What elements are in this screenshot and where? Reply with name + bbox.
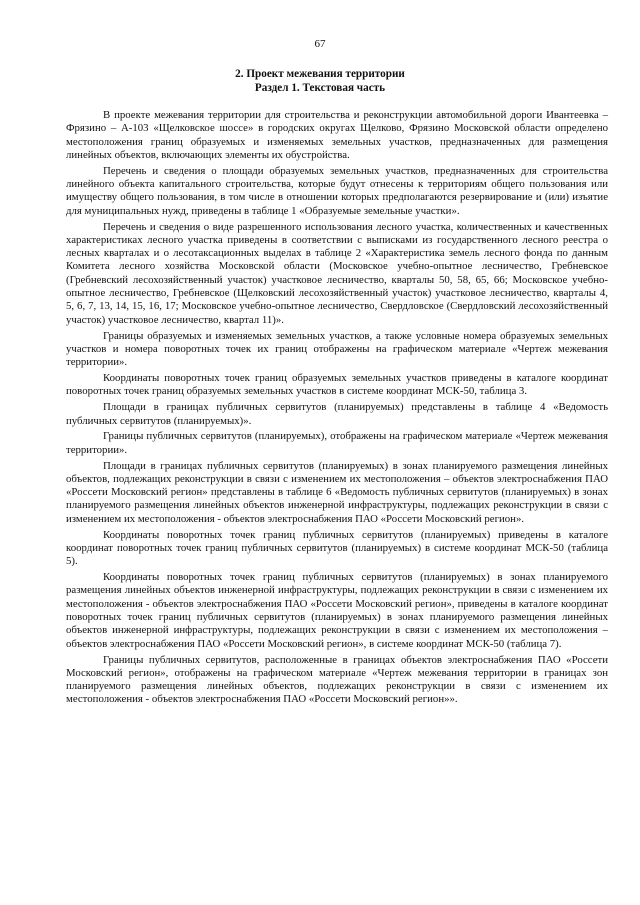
- section-title: [0, 67, 640, 95]
- paragraph-7: Границы публичных сервитутов (планируемых), отображены на графическом материале «Чертеж межевания территории».: [66, 430, 608, 456]
- paragraph-5: Координаты поворотных точек границ образуемых земельных участков приведены в каталоге координат поворотных точек границ образуемых земельных участков в системе координат МСК-50, таблица 3.: [66, 372, 608, 398]
- paragraph-2: Перечень и сведения о площади образуемых земельных участков, предназначенных для строительства линейного объекта капитального строительства, которые будут отнесены к территориям общего пользования или имуществу общего пользования, в том числе в отношении которых предполагаются резервирование и (или) изъятие для муниципальных нужд, приведены в таблице 1 «Образуемые земельные участки».: [66, 164, 608, 217]
- paragraph-6: Площади в границах публичных сервитутов (планируемых) представлены в таблице 4 «Ведомость публичных сервитутов (планируемых)».: [66, 401, 608, 427]
- paragraph-9: Координаты поворотных точек границ публичных сервитутов (планируемых) приведены в каталоге координат поворотных точек границ публичных сервитутов (планируемых) в системе координат МСК-50 (таблица 5).: [66, 528, 608, 568]
- paragraph-4: Границы образуемых и изменяемых земельных участков, а также условные номера образуемых земельных участков и номера поворотных точек их границ отображены на графическом материале «Чертеж межевания территории».: [66, 329, 608, 369]
- section-title-line-2: Раздел 1. Текстовая часть: [254, 82, 386, 94]
- page-number: 67: [314, 38, 326, 50]
- paragraph-10: Координаты поворотных точек границ публичных сервитутов (планируемых) в зонах планируемого размещения линейных объектов инженерной инфраструктуры, подлежащих реконструкции в связи с изменением их местоположения - объектов электроснабжения ПАО «Россети Московский регион», приведены в каталоге координат поворотных точек границ публичных сервитутов (планируемых) в зонах планируемого размещения линейных объектов инженерной инфраструктуры, подлежащих реконструкции в связи с изменением их местоположения – объектов электроснабжения ПАО «Россети Московский регион», в системе координат МСК-50 (таблица 7).: [66, 571, 608, 650]
- section-title-line-1: 2. Проект межевания территории: [235, 68, 405, 80]
- paragraph-1: В проекте межевания территории для строительства и реконструкции автомобильной дороги Ивантеевка – Фрязино – А-103 «Щелковское шоссе» в городских округах Щелково, Фрязино Московской области определено местоположения границ образуемых и изменяемых земельных участков, предназначенных для размещения линейных объектов, включающих элементы их обустройства.: [66, 109, 608, 161]
- body-text: [66, 109, 608, 709]
- paragraph-11: Границы публичных сервитутов, расположенные в границах объектов электроснабжения ПАО «Россети Московский регион», отображены на графическом материале «Чертеж межевания территории в границах зон планируемого размещения линейных объектов, подлежащих реконструкции в связи с изменением их местоположения - объектов электроснабжения ПАО «Россети Московский регион»».: [66, 653, 608, 706]
- paragraph-8: Площади в границах публичных сервитутов (планируемых) в зонах планируемого размещения линейных объектов, подлежащих реконструкции в связи с изменением их местоположения – объектов электроснабжения ПАО «Россети Московский регион» представлены в таблице 6 «Ведомость публичных сервитутов (планируемых) в зонах планируемого размещения линейных объектов инженерной инфраструктуры, подлежащих реконструкции в связи с изменением их местоположения - объектов электроснабжения ПАО «Россети Московский регион».: [66, 459, 608, 525]
- paragraph-3: Перечень и сведения о виде разрешенного использования лесного участка, количественных и качественных характеристиках лесного участка приведены в соответствии с выписками из государственного лесного реестра о лесных кварталах и о лесотаксационных выделах в таблице 2 «Характеристика земель лесного фонда по данным Комитета лесного хозяйства Московской области (Московское учебно-опытное лесничество, Гребневское (Гребневский лесохозяйственный участок) участковое лесничество, кварталы 50, 58, 65, 66; Московское учебно-опытное лесничество, Гребневское (Щелковский лесохозяйственный участок) участковое лесничество, кварталы 4, 5, 6, 7, 13, 14, 15, 16, 17; Московское учебно-опытное лесничество, Свердловское (Свердловский лесохозяйственный участок) участковое лесничество, квартал 11)».: [66, 220, 608, 326]
